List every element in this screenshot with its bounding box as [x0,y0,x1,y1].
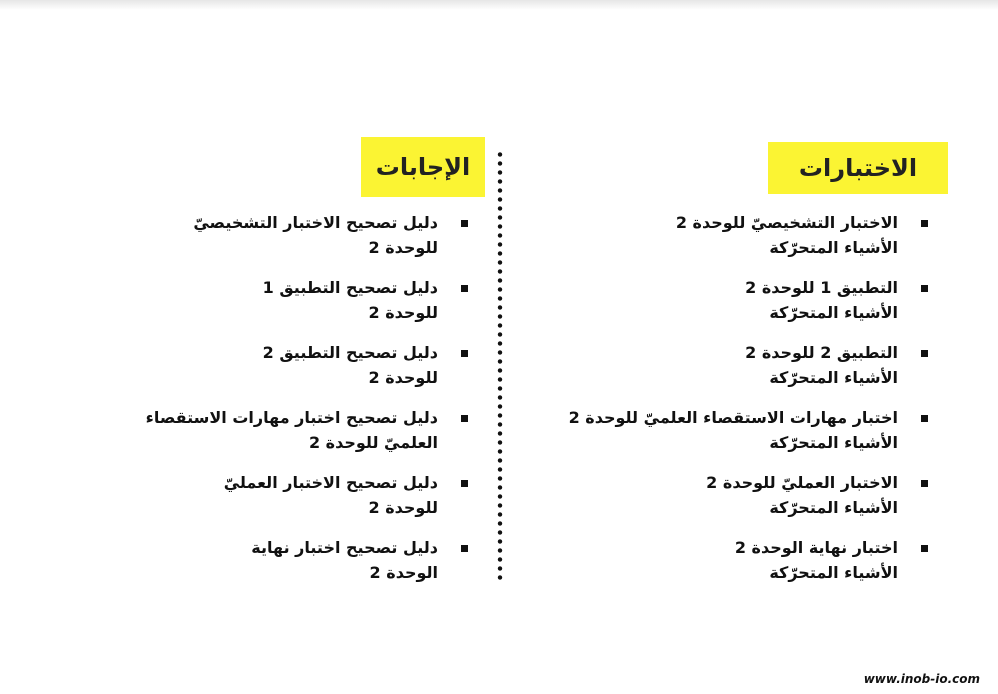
answer-item-title: دليل تصحيح التطبيق 1 [262,278,438,297]
answer-item-application-1[interactable] [146,275,490,340]
square-bullet-icon [461,545,468,552]
test-item-subtitle: الأشياء المتحرّكة [769,563,898,582]
test-item-application-1[interactable] [569,275,950,340]
test-item-end-of-unit[interactable] [569,535,950,600]
answer-item-subtitle: للوحدة 2 [368,498,438,517]
answer-item-subtitle: للوحدة 2 [368,368,438,387]
square-bullet-icon [921,285,928,292]
answers-heading: الإجابات [361,137,485,197]
answer-item-title: دليل تصحيح اختبار مهارات الاستقصاء [145,408,438,427]
test-item-title: التطبيق 2 للوحدة 2 [745,343,898,362]
answer-item-inquiry-skills[interactable] [146,405,490,470]
answer-item-practical[interactable] [146,470,490,535]
top-shade [0,0,998,10]
tests-list [569,210,950,600]
footer-url[interactable]: www.inob-io.com [863,672,980,686]
test-item-application-2[interactable] [569,340,950,405]
test-item-title: الاختبار التشخيصيّ للوحدة 2 [675,213,898,232]
answer-item-title: دليل تصحيح الاختبار العمليّ [223,473,438,492]
square-bullet-icon [921,350,928,357]
square-bullet-icon [461,415,468,422]
test-item-subtitle: الأشياء المتحرّكة [769,238,898,257]
tests-heading: الاختبارات [768,142,948,194]
test-item-title: اختبار نهاية الوحدة 2 [734,538,898,557]
answer-item-title: دليل تصحيح الاختبار التشخيصيّ [193,213,438,232]
square-bullet-icon [461,220,468,227]
answer-item-title: دليل تصحيح التطبيق 2 [262,343,438,362]
test-item-subtitle: الأشياء المتحرّكة [769,433,898,452]
test-item-inquiry-skills[interactable] [569,405,950,470]
answer-item-subtitle: للوحدة 2 [368,238,438,257]
test-item-practical[interactable] [569,470,950,535]
square-bullet-icon [461,285,468,292]
square-bullet-icon [921,220,928,227]
test-item-subtitle: الأشياء المتحرّكة [769,368,898,387]
test-item-diagnostic[interactable] [569,210,950,275]
answer-item-end-of-unit[interactable] [146,535,490,600]
answer-item-subtitle: العلميّ للوحدة 2 [308,433,438,452]
test-item-title: التطبيق 1 للوحدة 2 [745,278,898,297]
test-item-title: اختبار مهارات الاستقصاء العلميّ للوحدة 2 [568,408,898,427]
square-bullet-icon [461,480,468,487]
answer-item-title: دليل تصحيح اختبار نهاية [251,538,438,557]
square-bullet-icon [921,545,928,552]
dotted-divider [497,150,503,582]
square-bullet-icon [921,480,928,487]
square-bullet-icon [461,350,468,357]
test-item-subtitle: الأشياء المتحرّكة [769,303,898,322]
answer-item-application-2[interactable] [146,340,490,405]
test-item-title: الاختبار العمليّ للوحدة 2 [706,473,898,492]
test-item-subtitle: الأشياء المتحرّكة [769,498,898,517]
answers-list [146,210,490,600]
answer-item-subtitle: الوحدة 2 [369,563,438,582]
answer-item-subtitle: للوحدة 2 [368,303,438,322]
square-bullet-icon [921,415,928,422]
answer-item-diagnostic[interactable] [146,210,490,275]
